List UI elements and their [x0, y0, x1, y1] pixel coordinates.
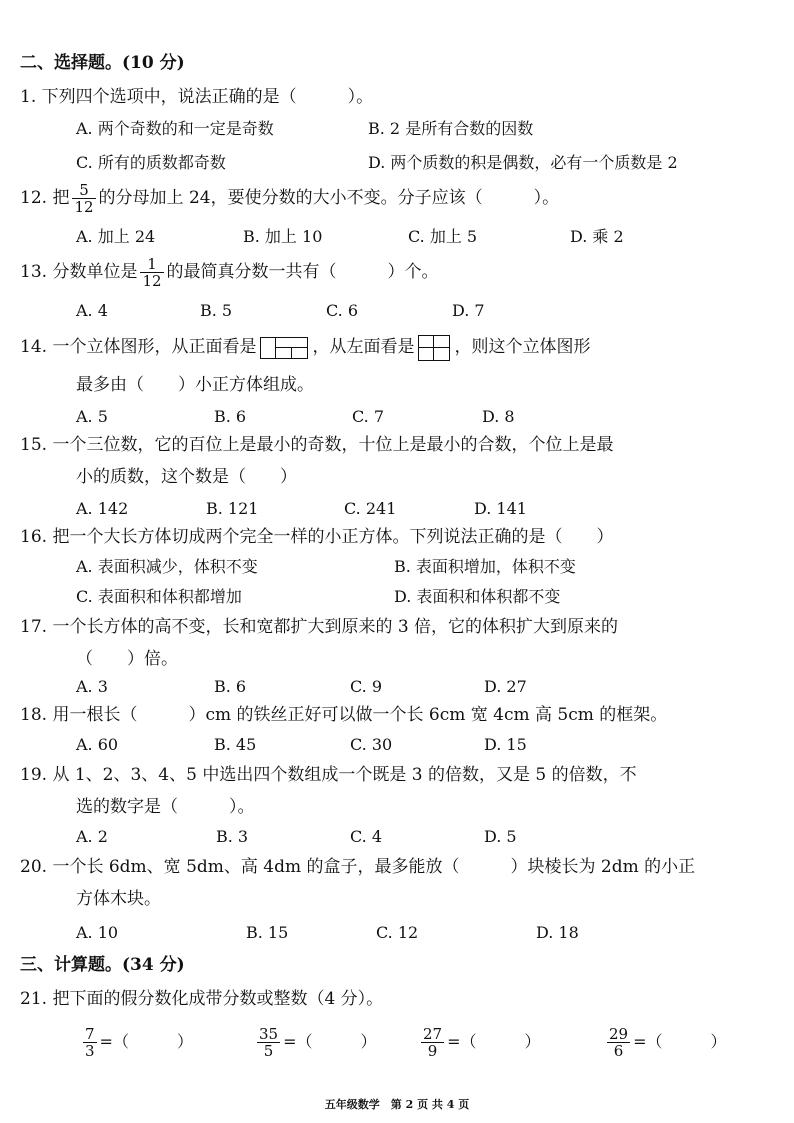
question-15-line1: 15. 一个三位数，它的百位上是最小的奇数，十位上是最小的合数，个位上是最	[20, 435, 614, 455]
q21-item-3-fraction	[421, 1026, 444, 1059]
q21-item-3-answer-blank: =（ ）	[447, 1032, 541, 1051]
question-15-line2: 小的质数，这个数是（ ）	[76, 467, 297, 487]
q18-option-c: C. 30	[350, 735, 393, 754]
q13-option-c: C. 6	[326, 301, 359, 320]
q21-item-1-answer-blank: =（ ）	[99, 1032, 193, 1051]
q12-option-a: A. 加上 24	[76, 227, 156, 246]
q18-option-b: B. 45	[214, 735, 257, 754]
front-view-diagram	[260, 337, 308, 359]
q21-item-2-fraction	[257, 1026, 280, 1059]
q16-option-d: D. 表面积和体积都不变	[394, 587, 561, 606]
q12-numerator: 5	[79, 181, 89, 199]
q14-option-c: C. 7	[352, 407, 385, 426]
q14-prefix: 14. 一个立体图形，从正面看是	[20, 337, 257, 357]
question-20-line2: 方体木块。	[76, 889, 161, 909]
q17-option-a: A. 3	[76, 677, 108, 696]
q16-option-a: A. 表面积减少，体积不变	[76, 557, 258, 576]
q15-option-a: A. 142	[76, 499, 129, 518]
question-19-line1: 19. 从 1、2、3、4、5 中选出四个数组成一个既是 3 的倍数，又是 5 的倍数，不	[20, 765, 637, 785]
q12-suffix: 的分母加上 24，要使分数的大小不变。分子应该（ ）。	[98, 188, 560, 208]
q21-item-2-denominator: 5	[257, 1042, 280, 1059]
q13-denominator: 12	[142, 272, 162, 290]
question-13-stem	[20, 254, 439, 290]
q12-fraction	[72, 182, 95, 215]
q21-item-2-numerator: 35	[259, 1025, 279, 1043]
q13-option-a: A. 4	[76, 301, 108, 320]
q17-option-b: B. 6	[214, 677, 247, 696]
q13-option-b: B. 5	[200, 301, 233, 320]
q13-fraction	[140, 256, 163, 289]
question-19-line2: 选的数字是（ ）。	[76, 797, 255, 817]
q21-item-3	[418, 1026, 541, 1059]
q21-item-4	[604, 1026, 727, 1059]
q20-option-c: C. 12	[376, 923, 419, 942]
q19-option-a: A. 2	[76, 827, 108, 846]
q13-numerator: 1	[147, 255, 157, 273]
question-11-stem: 1. 下列四个选项中，说法正确的是（ ）。	[20, 87, 374, 107]
question-18-stem: 18. 用一根长（ ）cm 的铁丝正好可以做一个长 6cm 宽 4cm 高 5cm 的框架。	[20, 705, 668, 725]
section-3-title: 三、计算题。(34 分)	[20, 955, 185, 975]
q16-option-c: C. 表面积和体积都增加	[76, 587, 242, 606]
question-17-line1: 17. 一个长方体的高不变，长和宽都扩大到原来的 3 倍，它的体积扩大到原来的	[20, 617, 619, 637]
left-view-diagram	[418, 335, 450, 361]
q14-option-a: A. 5	[76, 407, 108, 426]
section-2-title: 二、选择题。(10 分)	[20, 53, 185, 73]
q14-option-d: D. 8	[482, 407, 515, 426]
q19-option-c: C. 4	[350, 827, 383, 846]
q12-option-b: B. 加上 10	[243, 227, 323, 246]
q12-prefix: 12. 把	[20, 188, 70, 208]
q21-item-2	[254, 1026, 377, 1059]
q13-option-d: D. 7	[452, 301, 485, 320]
q21-item-3-denominator: 9	[421, 1042, 444, 1059]
q11-option-a: A. 两个奇数的和一定是奇数	[76, 119, 274, 138]
q14-middle: ，从左面看是	[312, 337, 415, 357]
question-17-line2: （ ）倍。	[76, 649, 178, 669]
q15-option-c: C. 241	[344, 499, 397, 518]
question-14-line2: 最多由（ ）小正方体组成。	[76, 375, 314, 395]
question-21-stem: 21. 把下面的假分数化成带分数或整数（4 分）。	[20, 989, 384, 1009]
question-16-stem: 16. 把一个大长方体切成两个完全一样的小正方体。下列说法正确的是（ ）	[20, 527, 614, 547]
q11-option-d: D. 两个质数的积是偶数，必有一个质数是 2	[368, 153, 678, 172]
q19-option-d: D. 5	[484, 827, 517, 846]
q21-item-4-denominator: 6	[607, 1042, 630, 1059]
q12-denominator: 12	[74, 198, 94, 216]
question-14-stem	[20, 332, 590, 362]
q21-item-1	[80, 1026, 193, 1059]
q16-option-b: B. 表面积增加，体积不变	[394, 557, 576, 576]
q14-suffix: ，则这个立体图形	[454, 337, 591, 357]
q17-option-c: C. 9	[350, 677, 383, 696]
q11-option-c: C. 所有的质数都奇数	[76, 153, 226, 172]
question-20-line1: 20. 一个长 6dm、宽 5dm、高 4dm 的盒子，最多能放（ ）块棱长为 2dm 的小正	[20, 857, 696, 877]
q13-prefix: 13. 分数单位是	[20, 262, 138, 282]
q21-item-4-fraction	[607, 1026, 630, 1059]
q18-option-d: D. 15	[484, 735, 527, 754]
q20-option-d: D. 18	[536, 923, 579, 942]
q21-item-1-fraction	[83, 1026, 97, 1059]
q21-item-3-numerator: 27	[423, 1025, 443, 1043]
q21-item-4-answer-blank: =（ ）	[633, 1032, 727, 1051]
q21-item-4-numerator: 29	[609, 1025, 629, 1043]
q21-item-2-answer-blank: =（ ）	[283, 1032, 377, 1051]
q12-option-c: C. 加上 5	[408, 227, 478, 246]
q17-option-d: D. 27	[484, 677, 527, 696]
question-12-stem	[20, 180, 559, 216]
q12-option-d: D. 乘 2	[570, 227, 624, 246]
q13-suffix: 的最简真分数一共有（ ）个。	[166, 262, 439, 282]
q11-option-b: B. 2 是所有合数的因数	[368, 119, 534, 138]
q21-item-1-numerator: 7	[85, 1025, 95, 1043]
q21-item-1-denominator: 3	[85, 1042, 95, 1060]
q20-option-a: A. 10	[76, 923, 119, 942]
q14-option-b: B. 6	[214, 407, 247, 426]
q19-option-b: B. 3	[216, 827, 249, 846]
q20-option-b: B. 15	[246, 923, 289, 942]
q18-option-a: A. 60	[76, 735, 119, 754]
q15-option-b: B. 121	[206, 499, 259, 518]
page-footer: 五年级数学 第 2 页 共 4 页	[324, 1098, 470, 1111]
q15-option-d: D. 141	[474, 499, 527, 518]
